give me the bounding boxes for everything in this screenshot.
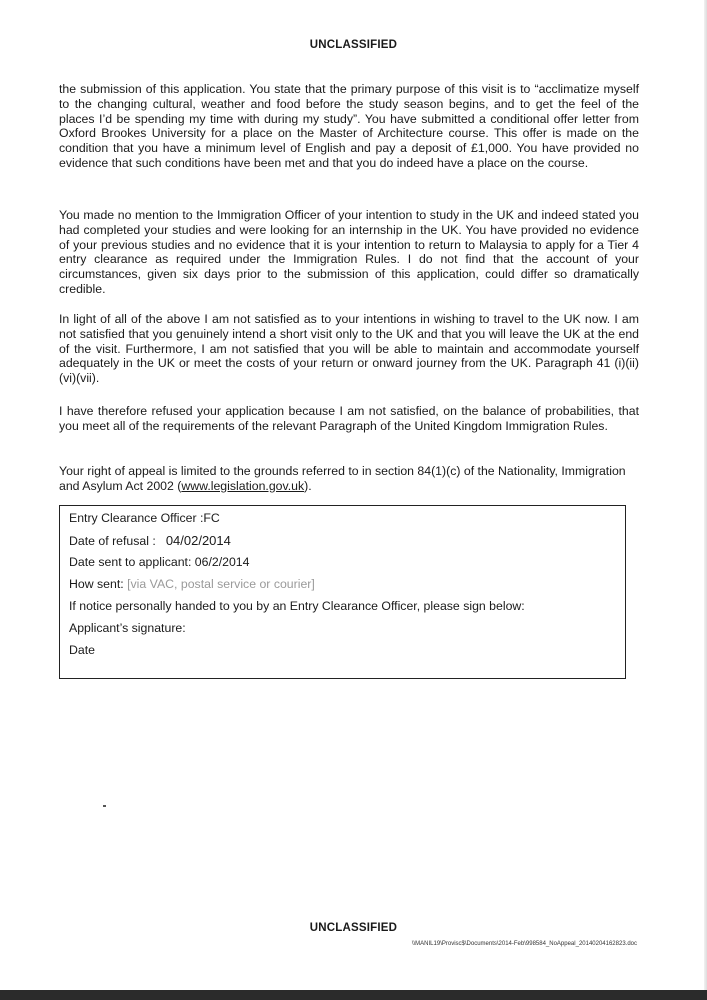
how-sent-value: [via VAC, postal service or courier]	[127, 577, 315, 591]
signature-line: Applicant’s signature:	[69, 621, 186, 635]
paragraph-not-satisfied	[59, 312, 639, 386]
paragraph-text: You made no mention to the Immigration Officer of your intention to study in the UK and indeed stated you had completed your studies and were looking for an internship in the UK. You have provided no evidence of your previous studies and no evidence that it is your intention to return to Malaysia to apply for a Tier 4 entry clearance as required under the Immigration Rules. I do not find that the account of your circumstances, given six days prior to the submission of this application, could differ so dramatically credible.	[59, 208, 639, 296]
paragraph-text: the submission of this application. You state that the primary purpose of this visit is to “acclimatize myself to the changing cultural, weather and food before the study season begins, and to get the feel of the places I’d be spending my time with during my study”. You have submitted a conditional offer letter from Oxford Brookes University for a place on the Master of Architecture course. This offer is made on the condition that you have a minimum level of English and pay a deposit of £1,000. You have provided no evidence that such conditions have been met and that you do indeed have a place on the course.	[59, 82, 639, 170]
legislation-link[interactable]: www.legislation.gov.uk	[181, 478, 305, 493]
scan-mark	[103, 805, 106, 807]
footer-classification: UNCLASSIFIED	[309, 922, 398, 934]
date-line: Date	[69, 643, 95, 657]
header-classification: UNCLASSIFIED	[309, 39, 398, 51]
paragraph-text: In light of all of the above I am not satisfied as to your intentions in wishing to travel to the UK now. I am not satisfied that you genuinely intend a short visit only to the UK and that you will leave the UK at the end of the visit. Furthermore, I am not satisfied that you will be able to maintain and accommodate yourself adequately in the UK or meet the costs of your return or onward journey from the UK. Paragraph 41 (i)(ii)(vi)(vii).	[59, 312, 639, 386]
refusal-date-line	[69, 533, 231, 548]
paragraph-text	[59, 464, 639, 494]
decision-details-box	[59, 505, 626, 679]
paragraph-purpose	[59, 82, 639, 171]
refusal-date-value: 04/02/2014	[165, 533, 231, 548]
refusal-date-label: Date of refusal :	[69, 534, 156, 548]
how-sent-label: How sent:	[69, 577, 124, 591]
officer-line: Entry Clearance Officer :FC	[69, 511, 220, 525]
file-path: \\MANIL19\Provisc$\Documents\2014-Feb\998584_NoAppeal_20140204162823.doc	[411, 941, 637, 947]
paragraph-appeal	[59, 464, 639, 494]
how-sent-line	[69, 577, 315, 591]
appeal-suffix: ).	[304, 478, 312, 493]
paragraph-immigration-officer	[59, 208, 639, 297]
scan-border	[0, 990, 707, 1000]
notice-line: If notice personally handed to you by an Entry Clearance Officer, please sign below:	[69, 599, 525, 613]
appeal-text: Your right of appeal is limited to the grounds referred to in section 84(1)(c) of the Nationality, Immigration and Asylum Act 2002 (	[59, 464, 626, 493]
paragraph-text: I have therefore refused your application because I am not satisfied, on the balance of probabilities, that you meet all of the requirements of the relevant Paragraph of the United Kingdom Immigration Rules.	[59, 404, 639, 433]
sent-date-line: Date sent to applicant: 06/2/2014	[69, 555, 250, 569]
paragraph-refused	[59, 404, 639, 434]
